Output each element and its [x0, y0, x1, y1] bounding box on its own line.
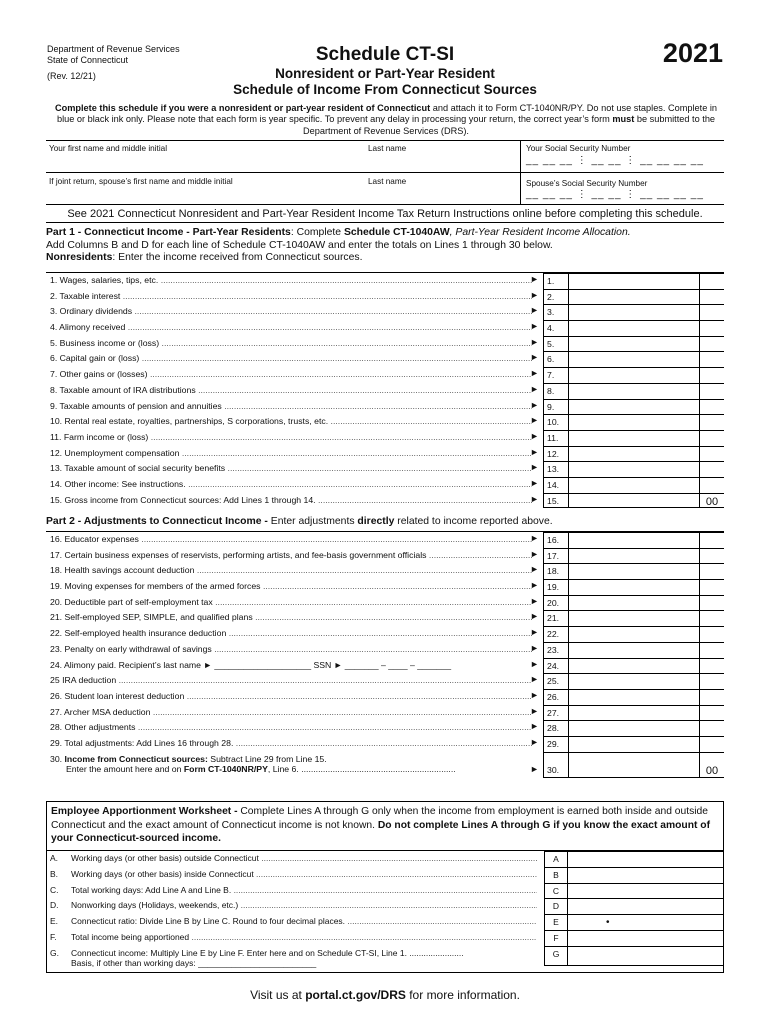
- cents-input[interactable]: [700, 430, 724, 446]
- line-number: 20.: [543, 595, 569, 611]
- line-description: 1. Wages, salaries, tips, etc. .....: [50, 275, 532, 285]
- revision-date: (Rev. 12/21): [47, 71, 96, 81]
- amount-input[interactable]: [569, 658, 700, 674]
- decimal-point: •: [606, 917, 610, 929]
- line-number: 28.: [543, 720, 569, 736]
- line-row: [46, 446, 724, 462]
- cents-input[interactable]: 00: [700, 493, 724, 509]
- footer-pre: Visit us at: [250, 988, 306, 1002]
- worksheet-letter: G.: [50, 947, 59, 958]
- line-description: 3. Ordinary dividends .....: [50, 306, 532, 316]
- amount-input[interactable]: [569, 548, 700, 564]
- line-row: [46, 610, 724, 626]
- worksheet-letter: C.: [50, 884, 59, 895]
- cents-input[interactable]: [700, 658, 724, 674]
- line-description: 18. Health savings account deduction .....: [50, 565, 532, 575]
- line-row: [46, 289, 724, 305]
- footer: [0, 988, 770, 1002]
- part2-lines: [46, 531, 724, 778]
- worksheet-amount-input[interactable]: [568, 867, 723, 883]
- worksheet-box-label: C: [544, 883, 568, 899]
- line-row-alimony: [46, 658, 724, 674]
- line-number: 10.: [543, 414, 569, 430]
- line-description: 14. Other income: See instructions. .....: [50, 479, 532, 489]
- alimony-description[interactable]: 24. Alimony paid. Recipient’s last name ► ____________________ SSN ► _______ – ____ – _______: [50, 659, 452, 670]
- amount-input[interactable]: [569, 367, 700, 383]
- line-row: [46, 430, 724, 446]
- line-number: 16.: [543, 532, 569, 548]
- form-title: Schedule CT-SI: [315, 44, 455, 65]
- line-number: 24.: [543, 658, 569, 674]
- dept-line-2: State of Connecticut: [47, 55, 129, 65]
- cents-input[interactable]: [700, 736, 724, 752]
- subtitle-line-1: Nonresident or Part-Year Resident: [275, 66, 495, 81]
- amount-input[interactable]: [569, 289, 700, 305]
- line-row: [46, 367, 724, 383]
- arrow-icon: ►: [530, 705, 539, 716]
- line-row: [46, 399, 724, 415]
- line-description: 10. Rental real estate, royalties, partnerships, S corporations, trusts, etc. .....: [50, 416, 532, 426]
- line-number: 25.: [543, 673, 569, 689]
- cents-input[interactable]: [700, 367, 724, 383]
- line-row: [46, 336, 724, 352]
- cents-input[interactable]: [700, 351, 724, 367]
- cents-input[interactable]: [700, 289, 724, 305]
- amount-input[interactable]: [569, 579, 700, 595]
- amount-input[interactable]: [569, 610, 700, 626]
- line-row: [46, 626, 724, 642]
- form-subtitle: [0, 66, 770, 98]
- worksheet-box-label: F: [544, 930, 568, 946]
- arrow-icon: ►: [530, 477, 539, 488]
- worksheet-description: Working days (or other basis) outside Connecticut .....: [71, 853, 537, 863]
- amount-input[interactable]: [569, 446, 700, 462]
- arrow-icon: ►: [530, 462, 539, 473]
- arrow-icon: ►: [530, 721, 539, 732]
- worksheet-description: Nonworking days (Holidays, weekends, etc.) .....: [71, 900, 537, 910]
- divider: [520, 141, 521, 204]
- cents-input[interactable]: 00: [700, 752, 724, 778]
- line-row: [46, 414, 724, 430]
- worksheet-warning: Do not complete Lines A through G if you know the exact amount of your Connecticut-sourced income.: [51, 819, 711, 844]
- amount-input[interactable]: [569, 595, 700, 611]
- line-number: 22.: [543, 626, 569, 642]
- worksheet-amount-input[interactable]: [568, 930, 723, 946]
- line-description: 7. Other gains or (losses) .....: [50, 369, 532, 379]
- spouse-last-name-field[interactable]: Last name: [368, 177, 407, 186]
- cents-input[interactable]: [700, 532, 724, 548]
- last-name-field[interactable]: Last name: [368, 144, 407, 153]
- first-name-field[interactable]: Your first name and middle initial: [49, 144, 168, 153]
- line-number: 5.: [543, 336, 569, 352]
- amount-input[interactable]: [569, 430, 700, 446]
- part1-schedule-name: , Part-Year Resident Income Allocation.: [449, 227, 631, 238]
- line-number: 6.: [543, 351, 569, 367]
- worksheet-box-label: D: [544, 898, 568, 914]
- cents-input[interactable]: [700, 579, 724, 595]
- line-number: 21.: [543, 610, 569, 626]
- line-number: 9.: [543, 399, 569, 415]
- intro-instructions: [46, 103, 726, 137]
- amount-input[interactable]: [569, 752, 700, 778]
- worksheet-description: Connecticut ratio: Divide Line B by Line C. Round to four decimal places. .....: [71, 916, 537, 926]
- nonresidents-text: : Enter the income received from Connecticut sources.: [112, 252, 363, 263]
- line-description: 5. Business income or (loss) .....: [50, 338, 532, 348]
- intro-text-2: be submitted to the Department of Revenue Services (DRS).: [303, 114, 716, 136]
- worksheet-box-label: G: [544, 946, 568, 966]
- arrow-icon: ►: [530, 305, 539, 316]
- line-description: [50, 754, 532, 775]
- amount-input[interactable]: [569, 563, 700, 579]
- line-row: [46, 673, 724, 689]
- line-number: 7.: [543, 367, 569, 383]
- spouse-ssn-input[interactable]: __ __ __ ⋮ __ __ ⋮ __ __ __ __: [526, 189, 704, 200]
- cents-input[interactable]: [700, 477, 724, 493]
- part2-text-2: related to income reported above.: [394, 516, 553, 527]
- line-description: 20. Deductible part of self-employment tax .....: [50, 597, 532, 607]
- arrow-icon: ►: [530, 674, 539, 685]
- line30-prefix: 30.: [50, 753, 65, 764]
- line-description: 6. Capital gain or (loss) .....: [50, 353, 532, 363]
- intro-bold-2: must: [612, 114, 635, 125]
- worksheet-row: [47, 946, 723, 970]
- line-number: 15.: [543, 493, 569, 509]
- ssn-label: Your Social Security Number: [526, 144, 631, 153]
- line-description: 2. Taxable interest .....: [50, 291, 532, 301]
- line30-text: Subtract Line 29 from Line 15.: [207, 753, 327, 764]
- nonresidents-label: Nonresidents: [46, 252, 113, 263]
- part1-lines: [46, 272, 724, 508]
- amount-input[interactable]: [569, 626, 700, 642]
- cents-input[interactable]: [700, 642, 724, 658]
- part2-directly: directly: [357, 516, 395, 527]
- ssn-input[interactable]: __ __ __ ⋮ __ __ ⋮ __ __ __ __: [526, 155, 704, 166]
- line-row: [46, 705, 724, 721]
- cents-input[interactable]: [700, 304, 724, 320]
- amount-input[interactable]: [569, 642, 700, 658]
- part1-title: Part 1 - Connecticut Income - Part-Year Residents: [46, 227, 291, 238]
- line-number: 4.: [543, 320, 569, 336]
- line-row: [46, 642, 724, 658]
- line-description: 17. Certain business expenses of reservists, performing artists, and fee-basis government officials .....: [50, 550, 532, 560]
- arrow-icon: ►: [530, 493, 539, 504]
- worksheet-amount-input[interactable]: [568, 851, 723, 867]
- amount-input[interactable]: [569, 493, 700, 509]
- arrow-icon: ►: [530, 415, 539, 426]
- amount-input[interactable]: [569, 336, 700, 352]
- worksheet-rows: [47, 850, 723, 970]
- worksheet-box-label: B: [544, 867, 568, 883]
- line-row: [46, 579, 724, 595]
- line-description: 25 IRA deduction .....: [50, 675, 532, 685]
- cents-input[interactable]: [700, 689, 724, 705]
- worksheet-text: Complete Lines A through G only when the income from employment is earned both inside and outside Connecticut and the exact amount of Connecticut income is not known.: [51, 806, 709, 831]
- line-number: 30.: [543, 752, 569, 778]
- arrow-icon: ►: [530, 689, 539, 700]
- line-description: 21. Self-employed SEP, SIMPLE, and qualified plans .....: [50, 612, 532, 622]
- line-row: [46, 595, 724, 611]
- line-row: [46, 273, 724, 289]
- subtitle-line-2: Schedule of Income From Connecticut Sources: [233, 82, 537, 97]
- arrow-icon: ►: [530, 430, 539, 441]
- arrow-icon: ►: [530, 627, 539, 638]
- line-description: 9. Taxable amounts of pension and annuities .....: [50, 401, 532, 411]
- footer-post: for more information.: [405, 988, 520, 1002]
- line-row: [46, 532, 724, 548]
- footer-link[interactable]: portal.ct.gov/DRS: [305, 988, 406, 1002]
- arrow-icon: ►: [530, 658, 539, 669]
- amount-input[interactable]: [569, 736, 700, 752]
- dept-line-1: Department of Revenue Services: [47, 44, 180, 54]
- cents-input[interactable]: [700, 563, 724, 579]
- worksheet-row: [47, 914, 723, 930]
- arrow-icon: ►: [530, 595, 539, 606]
- line-row: [46, 689, 724, 705]
- line-description: 4. Alimony received .....: [50, 322, 532, 332]
- arrow-icon: ►: [530, 446, 539, 457]
- amount-input[interactable]: [569, 720, 700, 736]
- worksheet-letter: A.: [50, 853, 59, 863]
- cents-input[interactable]: [700, 446, 724, 462]
- amount-input[interactable]: [569, 673, 700, 689]
- amount-input[interactable]: [569, 304, 700, 320]
- line30-form-ref: Form CT-1040NR/PY: [183, 764, 268, 775]
- part1-schedule-ref: Schedule CT-1040AW: [343, 227, 450, 238]
- line-row: [46, 548, 724, 564]
- part1-text: : Complete: [290, 227, 344, 238]
- cents-input[interactable]: [700, 461, 724, 477]
- row-g-line-1: Connecticut income: Multiply Line E by Line F. Enter here and on Schedule CT-SI, Line 1. .......................: [71, 947, 464, 958]
- part1-heading: [46, 227, 724, 265]
- line-description: 19. Moving expenses for members of the armed forces .....: [50, 581, 532, 591]
- worksheet-row: [47, 867, 723, 883]
- line-description: 11. Farm income or (loss) .....: [50, 432, 532, 442]
- arrow-icon: ►: [530, 274, 539, 284]
- line-number: 8.: [543, 383, 569, 399]
- line30-text-2: Enter the amount here and on: [66, 764, 184, 775]
- part2-heading: [46, 515, 724, 529]
- line-row: [46, 351, 724, 367]
- worksheet-letter: F.: [50, 931, 57, 942]
- line-description: 29. Total adjustments: Add Lines 16 through 28. .....: [50, 738, 532, 748]
- line-description: 16. Educator expenses .....: [50, 534, 532, 544]
- line-row: [46, 304, 724, 320]
- line-row: [46, 320, 724, 336]
- worksheet-letter: D.: [50, 900, 59, 911]
- spouse-ssn-label: Spouse’s Social Security Number: [526, 179, 648, 188]
- line-number: 18.: [543, 563, 569, 579]
- line-description: 12. Unemployment compensation .....: [50, 448, 532, 458]
- arrow-icon: ►: [530, 533, 539, 543]
- line-row: [46, 383, 724, 399]
- line-row: [46, 477, 724, 493]
- amount-input[interactable]: [569, 273, 700, 289]
- line-row: [46, 461, 724, 477]
- cents-input[interactable]: [700, 548, 724, 564]
- worksheet-box-label: E: [544, 914, 568, 930]
- worksheet-amount-input[interactable]: [568, 914, 723, 930]
- worksheet-letter: E.: [50, 916, 59, 927]
- amount-input[interactable]: [569, 351, 700, 367]
- worksheet-box-label: A: [544, 851, 568, 867]
- divider: [46, 172, 724, 173]
- intro-text-1: and attach it to Form CT-1040NR/PY. Do not use staples. Complete in blue or black ink only. Please note that each form is year specific. To prevent any delay in processing your return, the correct year’s form: [56, 103, 718, 125]
- arrow-icon: ►: [530, 580, 539, 591]
- line-description: 26. Student loan interest deduction .....: [50, 691, 532, 701]
- line30-text-3: , Line 6. ................................................................: [267, 764, 456, 775]
- arrow-icon: ►: [530, 289, 539, 300]
- line-number: 19.: [543, 579, 569, 595]
- cents-input[interactable]: [700, 610, 724, 626]
- cents-input[interactable]: [700, 720, 724, 736]
- cents-input[interactable]: [700, 273, 724, 289]
- cents-input[interactable]: [700, 626, 724, 642]
- amount-input[interactable]: [569, 414, 700, 430]
- cents-input[interactable]: [700, 320, 724, 336]
- cents-input[interactable]: [700, 414, 724, 430]
- line-number: 11.: [543, 430, 569, 446]
- amount-input[interactable]: [569, 532, 700, 548]
- arrow-icon: ►: [530, 368, 539, 379]
- line30-bold: Income from Connecticut sources:: [64, 753, 208, 764]
- line-number: 2.: [543, 289, 569, 305]
- amount-input[interactable]: [569, 477, 700, 493]
- line-row: [46, 493, 724, 509]
- line-number: 3.: [543, 304, 569, 320]
- line-description: 15. Gross income from Connecticut sources: Add Lines 1 through 14. .....: [50, 495, 532, 505]
- arrow-icon: ►: [530, 321, 539, 332]
- arrow-icon: ►: [530, 383, 539, 394]
- amount-input[interactable]: [569, 320, 700, 336]
- instructions-note: See 2021 Connecticut Nonresident and Part-Year Resident Income Tax Return Instructions online before completing this schedule.: [46, 206, 724, 223]
- line-description: 27. Archer MSA deduction .....: [50, 707, 532, 717]
- arrow-icon: ►: [530, 336, 539, 347]
- worksheet-title: Employee Apportionment Worksheet -: [51, 806, 241, 817]
- cents-input[interactable]: [700, 673, 724, 689]
- line-description: 13. Taxable amount of social security benefits .....: [50, 463, 532, 473]
- worksheet-row: [47, 930, 723, 946]
- worksheet-description: Total income being apportioned .....: [71, 932, 537, 942]
- worksheet-description: Working days (or other basis) inside Connecticut .....: [71, 869, 537, 879]
- line-number: 23.: [543, 642, 569, 658]
- worksheet-amount-input[interactable]: [568, 946, 723, 966]
- form-year: 2021: [662, 38, 723, 68]
- line-row: [46, 736, 724, 752]
- line-description: 8. Taxable amount of IRA distributions .....: [50, 385, 532, 395]
- line-number: 14.: [543, 477, 569, 493]
- arrow-icon: ►: [530, 352, 539, 363]
- line-description: 23. Penalty on early withdrawal of savings .....: [50, 644, 532, 654]
- cents-input[interactable]: [700, 399, 724, 415]
- line-number: 12.: [543, 446, 569, 462]
- line-number: 1.: [543, 273, 569, 289]
- worksheet-amount-input[interactable]: [568, 883, 723, 899]
- arrow-icon: ►: [530, 564, 539, 575]
- intro-bold-1: Complete this schedule if you were a nonresident or part-year resident of Connecticut: [54, 103, 431, 113]
- arrow-icon: ►: [530, 736, 539, 747]
- line-row-total: [46, 752, 724, 778]
- line-number: 29.: [543, 736, 569, 752]
- line-row: [46, 563, 724, 579]
- line-number: 27.: [543, 705, 569, 721]
- amount-input[interactable]: [569, 399, 700, 415]
- arrow-icon: ►: [530, 642, 539, 653]
- arrow-icon: ►: [530, 763, 539, 774]
- worksheet-row: [47, 898, 723, 914]
- worksheet-description: [71, 948, 464, 969]
- employee-apportionment-worksheet: [46, 801, 724, 973]
- cents-input[interactable]: [700, 595, 724, 611]
- worksheet-row: [47, 851, 723, 867]
- cents-input[interactable]: [700, 705, 724, 721]
- cents-input[interactable]: [700, 336, 724, 352]
- amount-input[interactable]: [569, 689, 700, 705]
- worksheet-amount-input[interactable]: [568, 898, 723, 914]
- basis-input[interactable]: Basis, if other than working days: _________________________: [71, 958, 317, 969]
- worksheet-heading: [51, 805, 719, 846]
- arrow-icon: ►: [530, 611, 539, 622]
- worksheet-description: Total working days: Add Line A and Line B. .....: [71, 885, 537, 895]
- amount-input[interactable]: [569, 705, 700, 721]
- spouse-first-name-field[interactable]: If joint return, spouse’s first name and middle initial: [49, 177, 233, 186]
- amount-input[interactable]: [569, 383, 700, 399]
- worksheet-letter: B.: [50, 868, 59, 879]
- part1-line2: Add Columns B and D for each line of Schedule CT-1040AW and enter the totals on Lines 1 through 30 below.: [46, 239, 553, 251]
- part2-title: Part 2 - Adjustments to Connecticut Income -: [46, 516, 271, 527]
- line-number: 26.: [543, 689, 569, 705]
- worksheet-row: [47, 883, 723, 899]
- line-number: 13.: [543, 461, 569, 477]
- part2-text: Enter adjustments: [270, 516, 358, 527]
- line-number: 17.: [543, 548, 569, 564]
- arrow-icon: ►: [530, 548, 539, 559]
- line-description: 22. Self-employed health insurance deduction .....: [50, 628, 532, 638]
- line-description: 28. Other adjustments .....: [50, 722, 532, 732]
- amount-input[interactable]: [569, 461, 700, 477]
- arrow-icon: ►: [530, 399, 539, 410]
- taxpayer-name-block: [46, 140, 724, 205]
- line-row: [46, 720, 724, 736]
- cents-input[interactable]: [700, 383, 724, 399]
